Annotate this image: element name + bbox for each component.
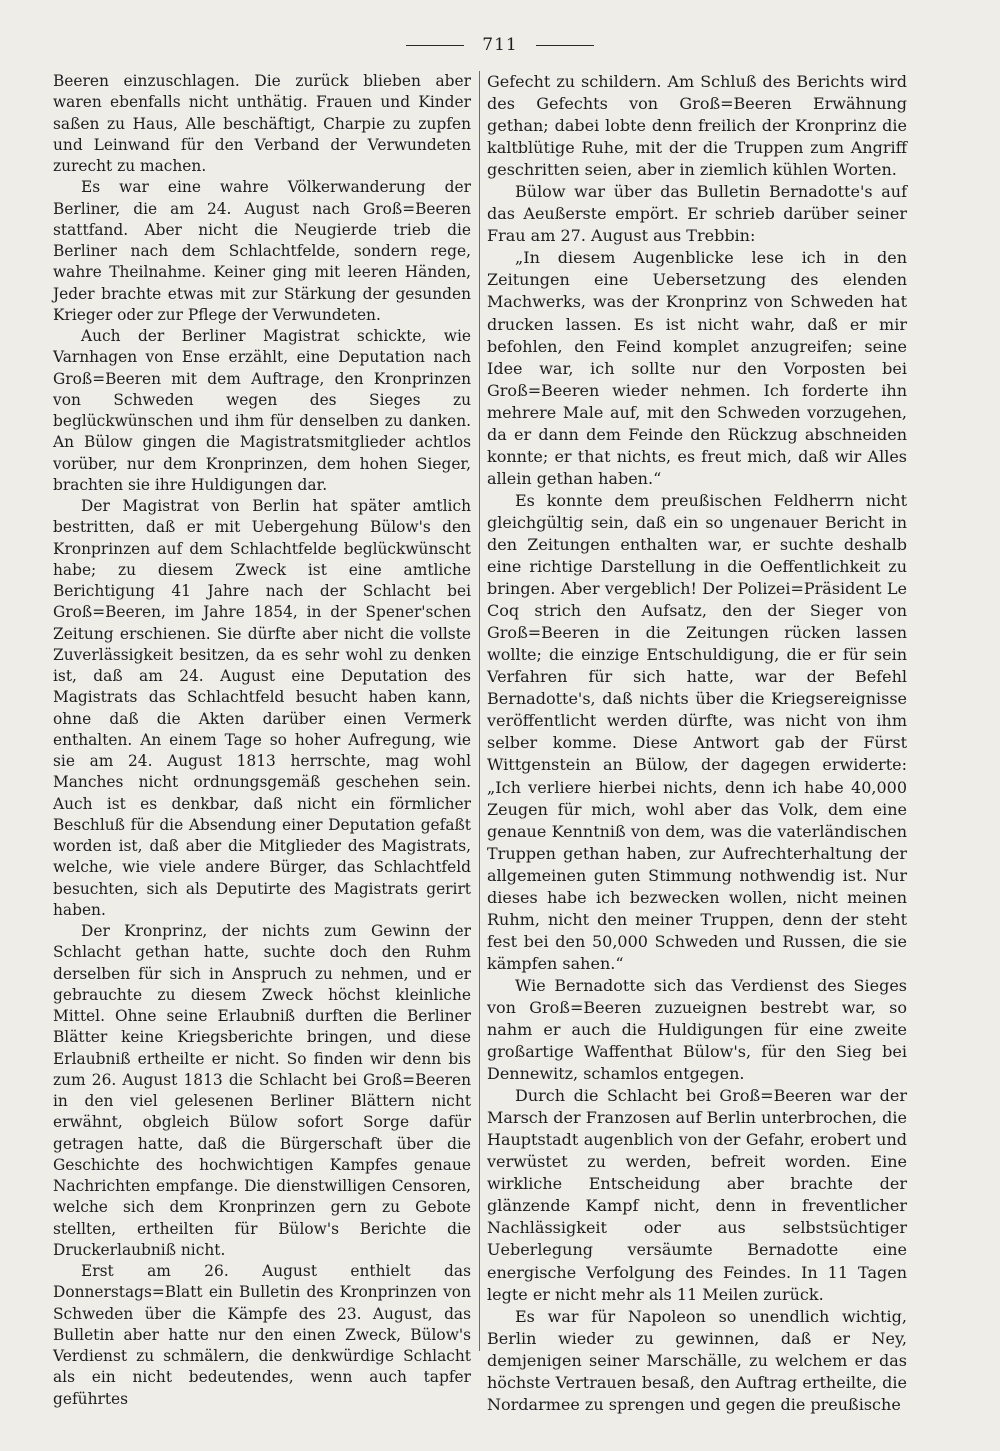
paragraph: Der Kronprinz, der nichts zum Gewinn der Schlacht gethan hatte, suchte doch den Ruhm derselben für sich in Anspruch zu nehmen, und er gebrauchte zu diesem Zweck höchst kleinliche Mittel. Ohne seine Erlaubniß durften die Berliner Blätter keine Kriegsberichte bringen, und diese Erlaubniß ertheilte er nicht. So finden wir denn bis zum 26. August 1813 die Schlacht bei Groß=Beeren in den viel gelesenen Berliner Blättern nicht erwähnt, obgleich Bülow sofort Sorge dafür getragen hatte, daß die Bürgerschaft über die Geschichte des hochwichtigen Kampfes genaue Nachrichten empfange. Die dienstwilligen Censoren, welche sich dem Kronprinzen gern zu Gebote stellten, ertheilten für Bülow's Berichte die Druckerlaubniß nicht. (53, 922, 471, 1259)
page-number: 711 (482, 35, 518, 55)
paragraph: Erst am 26. August enthielt das Donnerstags=Blatt ein Bulletin des Kronprinzen von Schweden über die Kämpfe des 23. August, das Bulletin aber hatte nur den einen Zweck, Bülow's Verdienst zu schmälern, die denkwürdige Schlacht als ein nicht bedeutendes, wenn auch tapfer geführtes (53, 1262, 471, 1408)
paragraph: Es war für Napoleon so unendlich wichtig, Berlin wieder zu gewinnen, daß er Ney, demjenigen seiner Marschälle, zu welchem er das höchste Vertrauen besaß, den Auftrag ertheilte, die Nordarmee zu sprengen und gegen die preußische (487, 1306, 907, 1414)
quote-paragraph: „In diesem Augenblicke lese ich in den Zeitungen eine Uebersetzung des elenden Machwerks, was der Kronprinz von Schweden hat drucken lassen. Es ist nicht wahr, daß er mir befohlen, den Feind komplet anzugreifen; seine Idee war, ich sollte nur den Vorposten bei Groß=Beeren wieder nehmen. Ich forderte ihn mehrere Male auf, mit den Schweden vorzugehen, da er dann dem Feinde den Rückzug abschneiden konnte; er that nichts, es freut mich, daß wir Alles allein gethan haben.“ (487, 248, 907, 488)
paragraph: Der Magistrat von Berlin hat später amtlich bestritten, daß er mit Uebergehung Bülow's den Kronprinzen auf dem Schlachtfelde beglückwünscht habe; zu diesem Zweck ist eine amtliche Berichtigung 41 Jahre nach der Schlacht bei Groß=Beeren, im Jahre 1854, in der Spener'schen Zeitung erschienen. Sie dürfte aber nicht die vollste Zuverlässigkeit besitzen, da es sehr wohl zu denken ist, daß am 24. August eine Deputation des Magistrats das Schlachtfeld besucht haben kann, ohne daß die Akten darüber einen Vermerk enthalten. An einem Tage so hoher Aufregung, wie sie am 24. August 1813 herrschte, mag wohl Manches nicht ordnungsgemäß geschehen sein. Auch ist es denkbar, daß nicht ein förmlicher Beschluß für die Absendung einer Deputation gefaßt worden ist, daß aber die Mitglieder des Magistrats, welche, wie viele andere Bürger, das Schlachtfeld besuchten, sich als Deputirte des Magistrats gerirt haben. (53, 497, 471, 919)
header-rule-right (536, 45, 594, 46)
left-column (53, 71, 471, 1410)
paragraph: Durch die Schlacht bei Groß=Beeren war der Marsch der Franzosen auf Berlin unterbrochen, die Hauptstadt augenblich von der Gefahr, erobert und verwüstet zu werden, befreit worden. Eine wirkliche Entscheidung aber brachte der glänzende Kampf nicht, denn in freventlicher Nachlässigkeit oder aus selbstsüchtiger Ueberlegung versäumte Bernadotte eine energische Verfolgung des Feindes. In 11 Tagen legte er nicht mehr als 11 Meilen zurück. (487, 1086, 907, 1304)
right-column (487, 71, 907, 1416)
header-rule-left (406, 45, 464, 46)
paragraph: Gefecht zu schildern. Am Schluß des Berichts wird des Gefechts von Groß=Beeren Erwähnung gethan; dabei lobte denn freilich der Kronprinz die kaltblütige Ruhe, mit der die Truppen zum Angriff geschritten seien, aber in ziemlich kühlen Worten. (487, 72, 907, 180)
column-divider (479, 71, 480, 1351)
paragraph: Bülow war über das Bulletin Bernadotte's auf das Aeußerste empört. Er schrieb darüber seiner Frau am 27. August aus Trebbin: (487, 182, 907, 246)
paragraph: Es war eine wahre Völkerwanderung der Berliner, die am 24. August nach Groß=Beeren stattfand. Aber nicht die Neugierde trieb die Berliner nach dem Schlachtfelde, sondern rege, wahre Theilnahme. Keiner ging mit leeren Händen, Jeder brachte etwas mit zur Stärkung der gesunden Krieger oder zur Pflege der Verwundeten. (53, 178, 471, 324)
paragraph: Wie Bernadotte sich das Verdienst des Sieges von Groß=Beeren zuzueignen bestrebt war, so nahm er auch die Huldigungen für eine zweite großartige Waffenthat Bülow's, für den Sieg bei Dennewitz, schamlos entgegen. (487, 975, 907, 1084)
paragraph: Es konnte dem preußischen Feldherrn nicht gleichgültig sein, daß ein so ungenauer Bericht in den Zeitungen enthalten war, er suchte deshalb eine richtige Darstellung in die Oeffentlichkeit zu bringen. Aber vergeblich! Der Polizei=Präsident Le Coq strich den Aufsatz, den der Sieger von Groß=Beeren in die Zeitungen rücken lassen wollte; die einzige Entschuldigung, die er für sein Verfahren für sich hatte, war der Befehl Bernadotte's, daß nichts über die Kriegsereignisse veröffentlicht werden dürfte, was nicht von ihm selber komme. Diese Antwort gab der Fürst Wittgenstein an Bülow, der dagegen erwiderte: „Ich verliere hierbei nichts, denn ich habe 40,000 Zeugen für mich, wohl aber das Volk, dem eine genaue Kenntniß von dem, was die vaterländischen Truppen gethan haben, zur Aufrechterhaltung der allgemeinen guten Stimmung nothwendig ist. Nur dieses habe ich bezwecken wollen, nicht meinen Ruhm, nicht den meiner Truppen, denn der steht fest bei den 50,000 Schweden und Russen, die sie kämpfen sahen.“ (487, 490, 907, 973)
page-header (0, 30, 1000, 60)
paragraph: Auch der Berliner Magistrat schickte, wie Varnhagen von Ense erzählt, eine Deputation nach Groß=Beeren mit dem Auftrage, den Kronprinzen von Schweden wegen des Sieges zu beglückwünschen und ihm für denselben zu danken. An Bülow gingen die Magistratsmitglieder achtlos vorüber, nur dem Kronprinzen, dem hohen Sieger, brachten sie ihre Huldigungen dar. (53, 327, 471, 494)
paragraph: Beeren einzuschlagen. Die zurück blieben aber waren ebenfalls nicht unthätig. Frauen und Kinder saßen zu Haus, Alle beschäftigt, Charpie zu zupfen und Leinwand für den Verband der Verwundeten zurecht zu machen. (53, 72, 471, 175)
